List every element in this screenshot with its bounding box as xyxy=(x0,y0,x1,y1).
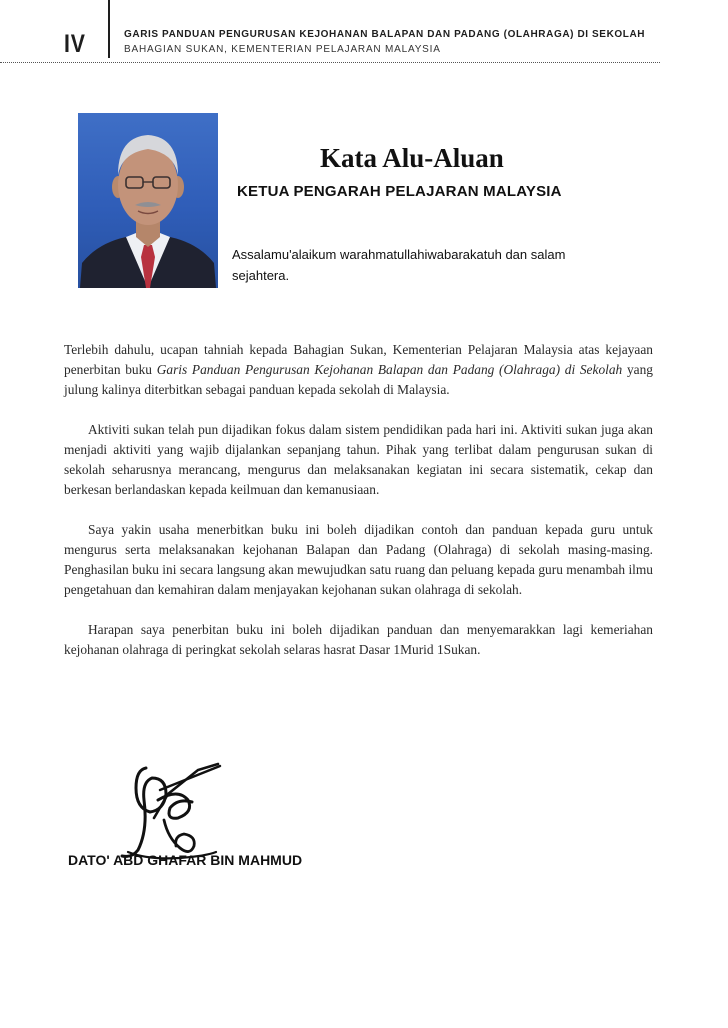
portrait-photo xyxy=(78,113,218,288)
body-text xyxy=(64,340,653,680)
paragraph-3: Saya yakin usaha menerbitkan buku ini boleh dijadikan contoh dan panduan kepada guru untuk mengurus serta melaksanakan kejohanan Balapan dan Padang (Olahraga) di sekolah masing-masing. Penghasilan buku ini secara langsung akan mewujudkan satu ruang dan peluang kepada guru menambah ilmu pengetahuan dan kemahiran dalam menjayakan kejohanan sukan olahraga di sekolah. xyxy=(64,522,653,597)
paragraph-1-end: yang julung kalinya diterbitkan sebagai panduan kepada sekolah di Malaysia. xyxy=(64,362,653,397)
header-divider xyxy=(108,0,110,58)
handwritten-signature xyxy=(108,760,238,865)
signatory-name: DATO' ABD GHAFAR BIN MAHMUD xyxy=(68,852,303,868)
paragraph-2: Aktiviti sukan telah pun dijadikan fokus dalam sistem pendidikan pada hari ini. Aktiviti sukan juga akan menjadi aktiviti yang wajib dijalankan sepanjang tahun. Pihak yang terlibat dalam pengurusan sukan di sekolah seharusnya merancang, mengurus dan melaksanakan kegiatan ini secara sistematik, cekap dan berkesan berlandaskan kepada keilmuan dan kemanusiaan. xyxy=(64,422,653,497)
header-dotted-rule xyxy=(0,62,660,63)
greeting-text: Assalamu'alaikum warahmatullahiwabarakatuh dan salam sejahtera. xyxy=(232,247,566,283)
welcome-heading: Kata Alu-Aluan xyxy=(320,143,504,173)
page-number: IV xyxy=(64,30,86,58)
paragraph-4: Harapan saya penerbitan buku ini boleh dijadikan panduan dan menyemarakkan lagi kemeriahan kejohanan olahraga di peringkat sekolah selaras hasrat Dasar 1Murid 1Sukan. xyxy=(64,622,653,657)
paragraph-1 xyxy=(64,340,653,400)
signatory-title: KETUA PENGARAH PELAJARAN MALAYSIA xyxy=(237,183,562,200)
running-header-subtitle: BAHAGIAN SUKAN, KEMENTERIAN PELAJARAN MALAYSIA xyxy=(124,44,441,55)
paragraph-1-start: Terlebih dahulu, ucapan tahniah kepada Bahagian Sukan, Kementerian Pelajaran Malaysia atas kejayaan penerbitan buku xyxy=(64,342,653,377)
running-header-title: GARIS PANDUAN PENGURUSAN KEJOHANAN BALAPAN DAN PADANG (OLAHRAGA) DI SEKOLAH xyxy=(124,29,646,40)
portrait-illustration xyxy=(78,113,218,288)
book-title-italic: Garis Panduan Pengurusan Kejohanan Balapan dan Padang (Olahraga) di Sekolah xyxy=(156,362,623,377)
